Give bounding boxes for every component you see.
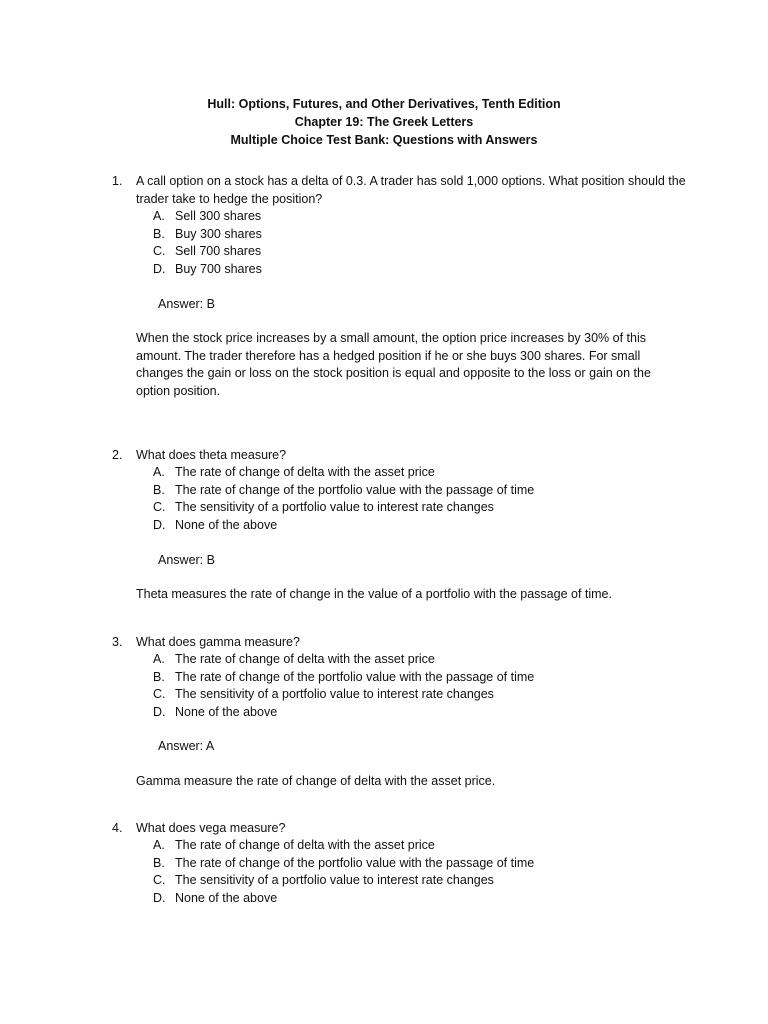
- option-letter: C.: [153, 873, 166, 887]
- option-text: Buy 300 shares: [175, 226, 262, 241]
- option-list: [153, 464, 534, 534]
- option-letter: D.: [153, 517, 166, 532]
- option-item: [153, 704, 534, 722]
- option-item: [153, 686, 534, 704]
- option-item: [153, 651, 534, 669]
- option-text: The sensitivity of a portfolio value to interest rate changes: [175, 687, 494, 701]
- question-text: What does gamma measure?: [136, 635, 300, 649]
- option-item: [153, 855, 534, 873]
- header-test-bank-title: Multiple Choice Test Bank: Questions with Answers: [230, 133, 538, 147]
- question-number: 4.: [112, 821, 123, 835]
- option-item: [153, 499, 534, 517]
- option-letter: B.: [153, 669, 165, 684]
- option-text: The rate of change of delta with the asset price: [175, 652, 435, 666]
- option-text: None of the above: [175, 890, 278, 905]
- option-letter: A.: [153, 465, 165, 479]
- option-text: None of the above: [175, 704, 278, 719]
- question-number: 1.: [112, 174, 123, 188]
- option-item: [153, 837, 534, 855]
- option-letter: D.: [153, 890, 166, 905]
- answer-explanation: Gamma measure the rate of change of delta with the asset price.: [136, 774, 496, 788]
- document-header: [0, 95, 768, 149]
- option-letter: C.: [153, 687, 166, 701]
- question-text: A call option on a stock has a delta of 0.3. A trader has sold 1,000 options. What position should the trader take to hedge the position?: [136, 174, 686, 206]
- question-text: What does vega measure?: [136, 821, 286, 835]
- option-item: [153, 890, 534, 908]
- option-item: [153, 464, 534, 482]
- answer-explanation: Theta measures the rate of change in the value of a portfolio with the passage of time.: [136, 587, 612, 601]
- option-text: The rate of change of the portfolio value with the passage of time: [175, 855, 535, 870]
- option-item: [153, 208, 262, 226]
- option-text: The rate of change of delta with the asset price: [175, 465, 435, 479]
- option-letter: D.: [153, 704, 166, 719]
- answer-explanation: When the stock price increases by a small amount, the option price increases by 30% of this amount. The trader therefore has a hedged position if he or she buys 300 shares. For small changes the gain or loss on the stock position is equal and opposite to the loss or gain on the option position.: [136, 331, 651, 398]
- answer-label: Answer: A: [158, 739, 215, 753]
- option-list: [153, 651, 534, 721]
- option-letter: A.: [153, 209, 165, 223]
- option-text: Buy 700 shares: [175, 261, 262, 276]
- option-text: The sensitivity of a portfolio value to interest rate changes: [175, 873, 494, 887]
- question-text: What does theta measure?: [136, 448, 287, 462]
- option-item: [153, 482, 534, 500]
- option-text: The rate of change of the portfolio value with the passage of time: [175, 669, 535, 684]
- option-item: [153, 669, 534, 687]
- option-item: [153, 517, 534, 535]
- header-book-title: Hull: Options, Futures, and Other Derivatives, Tenth Edition: [207, 97, 561, 111]
- option-list: [153, 837, 534, 907]
- option-letter: C.: [153, 500, 166, 514]
- option-text: The rate of change of delta with the asset price: [175, 838, 435, 852]
- option-letter: D.: [153, 261, 166, 276]
- option-item: [153, 872, 534, 890]
- option-letter: B.: [153, 855, 165, 870]
- header-chapter-title: Chapter 19: The Greek Letters: [294, 115, 474, 129]
- option-letter: A.: [153, 838, 165, 852]
- question-number: 3.: [112, 635, 123, 649]
- answer-label: Answer: B: [158, 553, 215, 567]
- option-item: [153, 261, 262, 279]
- option-text: None of the above: [175, 517, 278, 532]
- option-text: Sell 700 shares: [175, 244, 262, 258]
- answer-label: Answer: B: [158, 297, 215, 311]
- option-item: [153, 243, 262, 261]
- option-letter: B.: [153, 226, 165, 241]
- option-letter: C.: [153, 244, 166, 258]
- option-letter: B.: [153, 482, 165, 497]
- question-number: 2.: [112, 448, 123, 462]
- option-text: The rate of change of the portfolio value with the passage of time: [175, 482, 535, 497]
- option-text: The sensitivity of a portfolio value to interest rate changes: [175, 500, 494, 514]
- option-text: Sell 300 shares: [175, 209, 262, 223]
- option-item: [153, 226, 262, 244]
- option-list: [153, 208, 262, 278]
- option-letter: A.: [153, 652, 165, 666]
